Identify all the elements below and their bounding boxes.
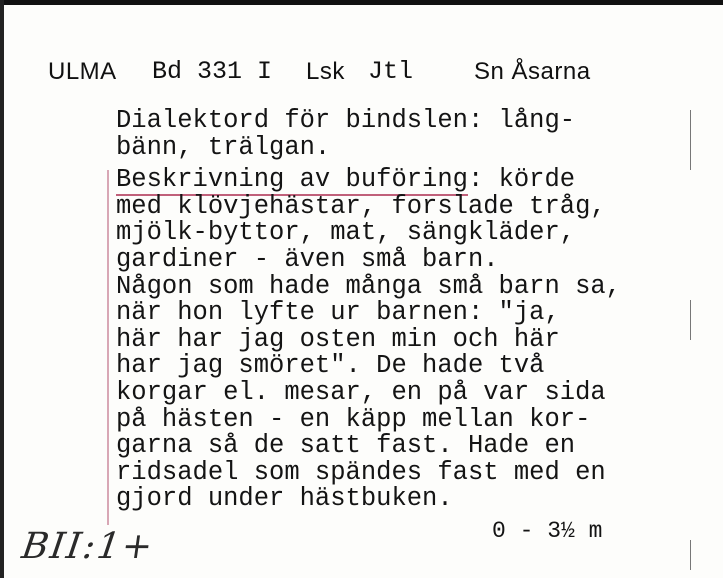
handwritten-catalog-note: BII:1+ <box>19 526 158 567</box>
scan-top-edge <box>0 0 723 5</box>
scan-mark <box>690 540 691 570</box>
body-line: Någon som hade många små barn sa, <box>116 271 621 301</box>
margin-line <box>107 170 109 525</box>
body-line: Dialektord för bindslen: lång- <box>116 106 576 135</box>
body-line: mjölk-byttor, mat, sängkläder, <box>116 218 576 248</box>
body-line: med klövjehästar, forslade tråg, <box>116 191 606 221</box>
body-line: på hästen - en käpp mellan kor- <box>116 404 591 434</box>
body-line: gjord under hästbuken. <box>116 484 453 514</box>
archive-code: ULMA <box>48 58 117 85</box>
card-body <box>116 108 676 513</box>
body-line: när hon lyfte ur barnen: "ja, <box>116 298 560 328</box>
scan-mark <box>690 110 691 170</box>
parish-name: Sn Åsarna <box>474 58 591 85</box>
scan-mark <box>690 300 691 340</box>
body-line-heading <box>116 167 676 194</box>
body-line: bänn, trälgan. <box>116 132 331 162</box>
body-line: gardiner - även små barn. <box>116 244 499 274</box>
body-line: har jag smöret". De hade två <box>116 351 545 381</box>
card-header <box>0 52 723 92</box>
body-line: garna så de satt fast. Hade en <box>116 431 576 461</box>
heading-continuation: : körde <box>467 165 576 195</box>
section-heading: Beskrivning av buföring <box>116 165 468 195</box>
volume-number: Bd 331 I <box>152 57 273 86</box>
district-code: Lsk <box>306 58 345 85</box>
province-code: Jtl <box>368 57 414 86</box>
body-line: korgar el. mesar, en på var sida <box>116 377 606 407</box>
measurement-note: 0 - 3½ m <box>492 518 603 544</box>
body-line: här har jag osten min och här <box>116 324 560 354</box>
body-line: ridsadel som spändes fast med en <box>116 457 606 487</box>
